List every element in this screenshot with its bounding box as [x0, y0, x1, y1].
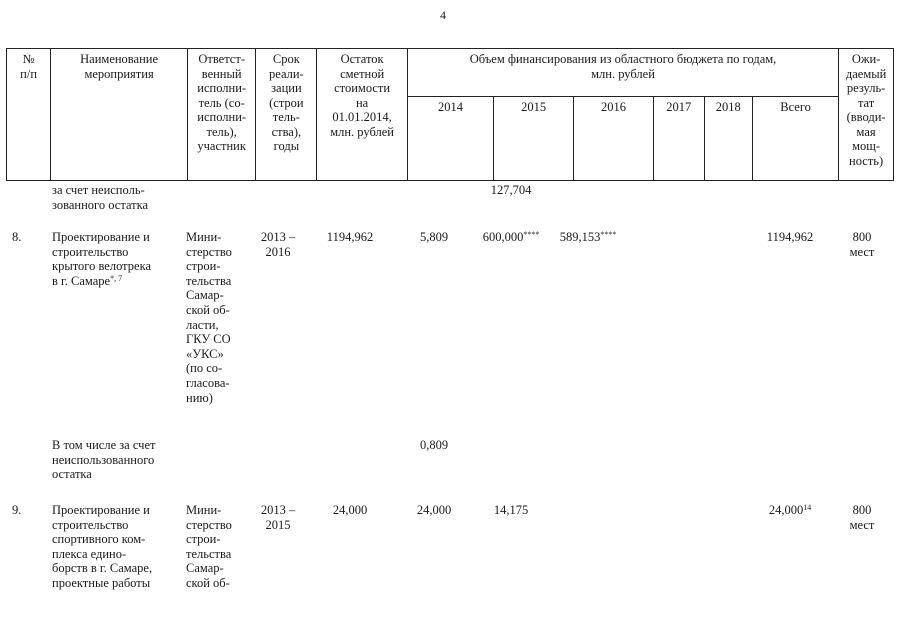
header-name: Наименование мероприятия — [51, 49, 188, 181]
row9-name: Проектирование и строительство спортивного ком- плекса едино- борств в г. Самаре, проектные работы — [52, 503, 153, 590]
row8-result: 800 мест — [849, 230, 875, 259]
row9-total-value: 24,000 — [768, 503, 804, 517]
row8-2016 — [550, 230, 626, 245]
row9-balance: 24,000 — [332, 503, 368, 517]
header-responsible: Ответст- венный исполни- тель (со- исполни- тель), участник — [187, 49, 255, 181]
header-funding: Объем финансирования из областного бюджета по годам, млн. рублей — [407, 49, 838, 97]
row8b-name: В том числе за счет неиспользованного остатка — [52, 438, 156, 482]
row8-2014: 5,809 — [419, 230, 449, 244]
header-result: Ожи- даемый резуль- тат (вводи- мая мощ- ность) — [839, 49, 894, 181]
header-year-2018: 2018 — [704, 97, 752, 181]
header-year-2015: 2015 — [494, 97, 574, 181]
row8-2015 — [474, 230, 548, 245]
row8-responsible: Мини- стерство строи- тельства Самар- ской об- ласти, ГКУ СО «УКС» (по со- гласова- нию) — [186, 230, 232, 405]
row8-2016-value: 589,153 — [559, 230, 601, 244]
header-year-2014: 2014 — [407, 97, 493, 181]
header-total: Всего — [752, 97, 838, 181]
row8-term: 2013 – 2016 — [260, 230, 296, 259]
row9-2014: 24,000 — [416, 503, 452, 517]
row9-total — [750, 503, 830, 518]
header-num: № п/п — [7, 49, 51, 181]
header-year-2016: 2016 — [574, 97, 654, 181]
row8-name-footnote: *, 7 — [110, 273, 123, 283]
row9-2015: 14,175 — [493, 503, 529, 517]
row8-2015-value: 600,000 — [482, 230, 524, 244]
row8b-2014: 0,809 — [419, 438, 449, 452]
row9-responsible: Мини- стерство строи- тельства Самар- ской об- — [186, 503, 232, 590]
row8-num: 8. — [12, 230, 22, 244]
row8-name — [52, 230, 180, 288]
row8-total: 1194,962 — [766, 230, 814, 244]
row0-2015: 127,704 — [490, 183, 532, 197]
row9-term: 2013 – 2015 — [260, 503, 296, 532]
table-header — [6, 48, 894, 181]
row8-balance: 1194,962 — [326, 230, 374, 244]
row9-total-footnote: 14 — [803, 503, 812, 512]
header-balance: Остаток сметной стоимости на 01.01.2014, млн. рублей — [317, 49, 407, 181]
page-number: 4 — [440, 8, 446, 22]
row9-result: 800 мест — [849, 503, 875, 532]
row8-name-text: Проектирование и строительство крытого велотрека в г. Самаре — [52, 230, 152, 288]
row8-2015-footnote: **** — [523, 230, 540, 239]
row9-num: 9. — [12, 503, 22, 517]
row8-2016-footnote: **** — [600, 230, 617, 239]
header-term: Срок реали- зации (строи тель- ства), годы — [256, 49, 317, 181]
row0-name: за счет неисполь- зованного остатка — [52, 183, 149, 212]
header-year-2017: 2017 — [654, 97, 705, 181]
